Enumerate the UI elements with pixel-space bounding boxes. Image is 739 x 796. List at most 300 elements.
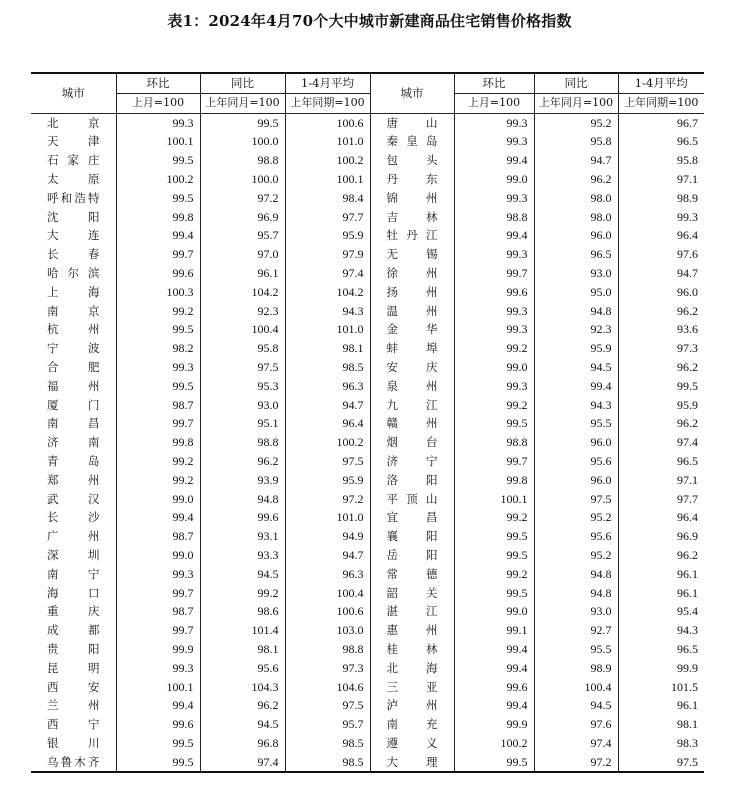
yoy-value-right: 94.5 (534, 696, 618, 715)
city-name-left: 武汉 (47, 491, 100, 506)
yoy-value-left: 97.5 (200, 358, 285, 377)
avg-value-left: 100.6 (285, 113, 370, 132)
city-name-left: 海口 (47, 585, 100, 600)
yoy-value-left: 99.6 (200, 508, 285, 527)
table-row (31, 226, 704, 245)
table-row (31, 696, 704, 715)
avg-value-right: 97.6 (618, 245, 704, 264)
avg-value-left: 98.1 (285, 339, 370, 358)
mom-value-right: 99.6 (454, 283, 534, 302)
yoy-value-right: 98.0 (534, 189, 618, 208)
avg-value-left: 95.9 (285, 226, 370, 245)
avg-value-right: 96.5 (618, 132, 704, 151)
avg-value-left: 96.4 (285, 414, 370, 433)
yoy-base-right: 上年同月=100 (534, 93, 618, 113)
mom-value-left: 99.6 (116, 715, 200, 734)
city-name-right: 牡丹江 (370, 226, 454, 245)
city-name-right: 秦皇岛 (370, 132, 454, 151)
city-name-left: 天津 (47, 134, 100, 149)
mom-value-left: 99.4 (116, 696, 200, 715)
mom-value-right: 99.0 (454, 602, 534, 621)
avg-value-right: 93.6 (618, 320, 704, 339)
mom-value-left: 99.2 (116, 452, 200, 471)
city-name-right: 惠州 (370, 621, 454, 640)
avg-base-left: 上年同期=100 (285, 93, 370, 113)
table-row (31, 170, 704, 189)
avg-value-right: 95.9 (618, 396, 704, 415)
table-row (31, 490, 704, 509)
city-name-left: 重庆 (47, 604, 100, 619)
avg-value-left: 95.9 (285, 471, 370, 490)
yoy-base-left: 上年同月=100 (200, 93, 285, 113)
table-row (31, 678, 704, 697)
avg-value-right: 96.9 (618, 527, 704, 546)
avg-value-right: 99.9 (618, 659, 704, 678)
yoy-value-left: 97.4 (200, 753, 285, 773)
yoy-value-right: 95.2 (534, 508, 618, 527)
city-name-left: 贵阳 (47, 641, 100, 656)
yoy-value-right: 95.2 (534, 546, 618, 565)
mom-value-left: 99.5 (116, 734, 200, 753)
city-header-left: 城市 (31, 73, 116, 113)
mom-value-left: 99.8 (116, 433, 200, 452)
yoy-value-right: 92.3 (534, 320, 618, 339)
city-name-right: 九江 (370, 396, 454, 415)
mom-value-left: 99.5 (116, 189, 200, 208)
yoy-value-right: 95.9 (534, 339, 618, 358)
mom-value-right: 99.3 (454, 320, 534, 339)
mom-value-right: 99.0 (454, 170, 534, 189)
city-name-right: 泉州 (370, 377, 454, 396)
mom-value-left: 99.0 (116, 546, 200, 565)
mom-value-left: 99.2 (116, 302, 200, 321)
city-name-left: 沈阳 (47, 209, 100, 224)
avg-value-right: 99.5 (618, 377, 704, 396)
mom-value-right: 98.8 (454, 433, 534, 452)
avg-value-left: 100.4 (285, 584, 370, 603)
yoy-value-left: 95.7 (200, 226, 285, 245)
mom-value-right: 99.7 (454, 264, 534, 283)
yoy-value-right: 97.2 (534, 753, 618, 773)
avg-value-left: 97.4 (285, 264, 370, 283)
avg-header-right: 1-4月平均 (618, 73, 704, 93)
avg-value-right: 101.5 (618, 678, 704, 697)
city-name-right: 平顶山 (370, 490, 454, 509)
yoy-value-right: 92.7 (534, 621, 618, 640)
avg-value-right: 97.5 (618, 753, 704, 773)
city-name-left: 石家庄 (47, 153, 100, 168)
city-name-left: 上海 (47, 284, 100, 299)
table-row (31, 584, 704, 603)
city-name-left: 宁波 (47, 341, 100, 356)
mom-value-right: 99.5 (454, 584, 534, 603)
avg-value-right: 96.2 (618, 358, 704, 377)
mom-value-left: 99.9 (116, 640, 200, 659)
table-row (31, 715, 704, 734)
yoy-value-left: 98.6 (200, 602, 285, 621)
avg-base-right: 上年同期=100 (618, 93, 704, 113)
mom-value-left: 100.3 (116, 283, 200, 302)
yoy-value-left: 96.1 (200, 264, 285, 283)
city-name-right: 蚌埠 (370, 339, 454, 358)
avg-value-left: 101.0 (285, 132, 370, 151)
mom-value-left: 99.0 (116, 490, 200, 509)
yoy-value-right: 95.6 (534, 452, 618, 471)
yoy-value-left: 98.8 (200, 433, 285, 452)
yoy-value-left: 93.3 (200, 546, 285, 565)
mom-value-left: 99.3 (116, 113, 200, 132)
avg-value-right: 96.4 (618, 508, 704, 527)
table-row (31, 151, 704, 170)
table-row (31, 659, 704, 678)
avg-header-left: 1-4月平均 (285, 73, 370, 93)
avg-value-right: 94.3 (618, 621, 704, 640)
mom-value-left: 100.1 (116, 678, 200, 697)
city-name-left: 青岛 (47, 453, 100, 468)
yoy-value-left: 93.1 (200, 527, 285, 546)
city-name-right: 湛江 (370, 602, 454, 621)
yoy-value-right: 99.4 (534, 377, 618, 396)
mom-value-right: 99.3 (454, 245, 534, 264)
city-name-right: 烟台 (370, 433, 454, 452)
city-name-right: 桂林 (370, 640, 454, 659)
mom-value-right: 99.5 (454, 414, 534, 433)
table-row (31, 414, 704, 433)
mom-value-right: 99.5 (454, 753, 534, 773)
avg-value-right: 96.2 (618, 302, 704, 321)
avg-value-left: 103.0 (285, 621, 370, 640)
city-name-right: 锦州 (370, 189, 454, 208)
mom-value-right: 100.2 (454, 734, 534, 753)
mom-value-right: 99.2 (454, 396, 534, 415)
city-name-left: 呼和浩特 (47, 190, 100, 205)
yoy-value-left: 98.1 (200, 640, 285, 659)
avg-value-left: 98.5 (285, 358, 370, 377)
yoy-value-right: 94.5 (534, 358, 618, 377)
avg-value-left: 94.9 (285, 527, 370, 546)
yoy-value-left: 104.3 (200, 678, 285, 697)
avg-value-left: 104.6 (285, 678, 370, 697)
yoy-value-right: 96.0 (534, 471, 618, 490)
mom-value-right: 99.3 (454, 189, 534, 208)
mom-value-left: 99.5 (116, 320, 200, 339)
city-name-right: 宜昌 (370, 508, 454, 527)
yoy-value-left: 93.0 (200, 396, 285, 415)
yoy-value-right: 94.7 (534, 151, 618, 170)
yoy-value-left: 100.4 (200, 320, 285, 339)
table-row (31, 621, 704, 640)
yoy-value-left: 101.4 (200, 621, 285, 640)
city-name-left: 杭州 (47, 322, 100, 337)
yoy-value-left: 94.8 (200, 490, 285, 509)
city-name-right: 泸州 (370, 696, 454, 715)
avg-value-left: 98.4 (285, 189, 370, 208)
yoy-value-left: 95.8 (200, 339, 285, 358)
city-name-left: 兰州 (47, 698, 100, 713)
city-name-right: 遵义 (370, 734, 454, 753)
table-row (31, 546, 704, 565)
avg-value-right: 96.0 (618, 283, 704, 302)
yoy-value-left: 96.9 (200, 208, 285, 227)
table-row (31, 189, 704, 208)
city-name-right: 丹东 (370, 170, 454, 189)
table-row (31, 264, 704, 283)
city-name-left: 长沙 (47, 510, 100, 525)
table-row (31, 302, 704, 321)
mom-value-right: 99.2 (454, 339, 534, 358)
avg-value-left: 101.0 (285, 508, 370, 527)
city-name-right: 安庆 (370, 358, 454, 377)
table-row (31, 283, 704, 302)
city-name-left: 西安 (47, 679, 100, 694)
city-name-right: 赣州 (370, 414, 454, 433)
yoy-value-left: 96.2 (200, 452, 285, 471)
mom-base-left: 上月=100 (116, 93, 200, 113)
mom-value-left: 98.2 (116, 339, 200, 358)
city-name-right: 金华 (370, 320, 454, 339)
city-name-left: 大连 (47, 228, 100, 243)
avg-value-left: 95.7 (285, 715, 370, 734)
city-name-right: 韶关 (370, 584, 454, 603)
table-row (31, 320, 704, 339)
avg-value-right: 97.4 (618, 433, 704, 452)
yoy-value-left: 100.0 (200, 170, 285, 189)
avg-value-left: 97.5 (285, 452, 370, 471)
yoy-value-right: 97.5 (534, 490, 618, 509)
mom-value-left: 99.4 (116, 226, 200, 245)
mom-value-right: 99.5 (454, 546, 534, 565)
table-row (31, 753, 704, 773)
mom-value-right: 99.5 (454, 527, 534, 546)
avg-value-right: 96.7 (618, 113, 704, 132)
table-row (31, 734, 704, 753)
table-row (31, 452, 704, 471)
mom-value-right: 99.2 (454, 508, 534, 527)
avg-value-left: 98.5 (285, 734, 370, 753)
city-name-left: 北京 (47, 115, 100, 130)
avg-value-right: 97.7 (618, 490, 704, 509)
avg-value-left: 100.6 (285, 602, 370, 621)
avg-value-left: 98.5 (285, 753, 370, 773)
city-name-right: 济宁 (370, 452, 454, 471)
yoy-value-right: 98.0 (534, 208, 618, 227)
city-name-right: 温州 (370, 302, 454, 321)
table-row (31, 208, 704, 227)
avg-value-right: 98.9 (618, 189, 704, 208)
avg-value-right: 99.3 (618, 208, 704, 227)
city-name-right: 包头 (370, 151, 454, 170)
mom-value-right: 99.8 (454, 471, 534, 490)
yoy-value-left: 95.1 (200, 414, 285, 433)
mom-value-right: 99.4 (454, 659, 534, 678)
yoy-value-right: 94.3 (534, 396, 618, 415)
city-name-left: 南宁 (47, 566, 100, 581)
mom-value-left: 99.3 (116, 565, 200, 584)
yoy-value-left: 93.9 (200, 471, 285, 490)
city-name-left: 合肥 (47, 359, 100, 374)
yoy-value-right: 93.0 (534, 602, 618, 621)
city-name-left: 深圳 (47, 547, 100, 562)
table-row (31, 565, 704, 584)
mom-value-right: 99.2 (454, 565, 534, 584)
avg-value-left: 97.5 (285, 696, 370, 715)
city-name-left: 济南 (47, 435, 100, 450)
avg-value-left: 94.3 (285, 302, 370, 321)
avg-value-left: 97.9 (285, 245, 370, 264)
avg-value-right: 96.4 (618, 226, 704, 245)
city-name-left: 南昌 (47, 416, 100, 431)
mom-value-left: 99.3 (116, 358, 200, 377)
yoy-value-left: 99.2 (200, 584, 285, 603)
avg-value-left: 100.2 (285, 151, 370, 170)
avg-value-right: 97.1 (618, 170, 704, 189)
yoy-header-right: 同比 (534, 73, 618, 93)
yoy-value-right: 98.9 (534, 659, 618, 678)
mom-value-right: 99.6 (454, 678, 534, 697)
avg-value-left: 101.0 (285, 320, 370, 339)
avg-value-right: 96.2 (618, 546, 704, 565)
avg-value-right: 96.2 (618, 414, 704, 433)
city-name-left: 长春 (47, 247, 100, 262)
city-name-left: 福州 (47, 378, 100, 393)
yoy-value-right: 96.2 (534, 170, 618, 189)
city-name-right: 岳阳 (370, 546, 454, 565)
mom-value-left: 99.8 (116, 208, 200, 227)
mom-value-right: 98.8 (454, 208, 534, 227)
table-row (31, 245, 704, 264)
mom-value-left: 98.7 (116, 527, 200, 546)
mom-value-left: 99.3 (116, 659, 200, 678)
avg-value-right: 96.5 (618, 452, 704, 471)
mom-value-right: 99.4 (454, 151, 534, 170)
yoy-value-left: 92.3 (200, 302, 285, 321)
mom-value-right: 99.4 (454, 640, 534, 659)
yoy-value-left: 98.8 (200, 151, 285, 170)
mom-value-left: 99.4 (116, 508, 200, 527)
avg-value-left: 97.3 (285, 659, 370, 678)
city-name-right: 襄阳 (370, 527, 454, 546)
avg-value-right: 96.1 (618, 584, 704, 603)
city-name-right: 洛阳 (370, 471, 454, 490)
city-name-right: 徐州 (370, 264, 454, 283)
city-name-left: 广州 (47, 529, 100, 544)
yoy-value-right: 95.8 (534, 132, 618, 151)
avg-value-right: 94.7 (618, 264, 704, 283)
avg-value-right: 95.8 (618, 151, 704, 170)
yoy-value-left: 95.3 (200, 377, 285, 396)
avg-value-left: 97.7 (285, 208, 370, 227)
yoy-value-right: 94.8 (534, 302, 618, 321)
yoy-value-right: 97.6 (534, 715, 618, 734)
mom-value-right: 99.3 (454, 132, 534, 151)
avg-value-right: 96.1 (618, 565, 704, 584)
yoy-value-right: 94.8 (534, 565, 618, 584)
mom-value-left: 99.7 (116, 245, 200, 264)
avg-value-left: 104.2 (285, 283, 370, 302)
mom-value-right: 99.3 (454, 377, 534, 396)
city-name-left: 银川 (47, 735, 100, 750)
mom-value-right: 99.7 (454, 452, 534, 471)
mom-value-right: 99.9 (454, 715, 534, 734)
avg-value-left: 97.2 (285, 490, 370, 509)
mom-value-left: 99.2 (116, 471, 200, 490)
avg-value-left: 100.1 (285, 170, 370, 189)
table-row (31, 113, 704, 132)
yoy-value-left: 104.2 (200, 283, 285, 302)
city-name-left: 南京 (47, 303, 100, 318)
table-row (31, 602, 704, 621)
yoy-value-left: 94.5 (200, 715, 285, 734)
yoy-value-right: 95.0 (534, 283, 618, 302)
city-name-left: 厦门 (47, 397, 100, 412)
mom-value-left: 98.7 (116, 602, 200, 621)
city-name-left: 西宁 (47, 717, 100, 732)
table-row (31, 433, 704, 452)
avg-value-right: 96.1 (618, 696, 704, 715)
table-row (31, 640, 704, 659)
city-name-right: 唐山 (370, 113, 454, 132)
avg-value-left: 94.7 (285, 546, 370, 565)
table-row (31, 396, 704, 415)
city-name-right: 常德 (370, 565, 454, 584)
mom-value-left: 100.1 (116, 132, 200, 151)
mom-value-left: 99.7 (116, 584, 200, 603)
city-name-right: 三亚 (370, 678, 454, 697)
city-name-left: 乌鲁木齐 (31, 753, 116, 773)
table-body (31, 113, 704, 772)
avg-value-left: 94.7 (285, 396, 370, 415)
table-row (31, 339, 704, 358)
table-row (31, 377, 704, 396)
table-header (31, 73, 704, 113)
mom-value-right: 100.1 (454, 490, 534, 509)
yoy-value-right: 93.0 (534, 264, 618, 283)
yoy-value-left: 97.0 (200, 245, 285, 264)
yoy-header-left: 同比 (200, 73, 285, 93)
mom-value-right: 99.0 (454, 358, 534, 377)
mom-value-left: 99.7 (116, 414, 200, 433)
mom-value-left: 99.5 (116, 151, 200, 170)
table-row (31, 471, 704, 490)
city-name-left: 哈尔滨 (47, 265, 100, 280)
yoy-value-left: 94.5 (200, 565, 285, 584)
mom-base-right: 上月=100 (454, 93, 534, 113)
mom-value-right: 99.3 (454, 302, 534, 321)
yoy-value-right: 95.2 (534, 113, 618, 132)
avg-value-right: 97.3 (618, 339, 704, 358)
table-row (31, 132, 704, 151)
yoy-value-right: 94.8 (534, 584, 618, 603)
mom-value-left: 99.7 (116, 621, 200, 640)
yoy-value-right: 97.4 (534, 734, 618, 753)
city-name-left: 太原 (47, 171, 100, 186)
yoy-value-left: 96.8 (200, 734, 285, 753)
yoy-value-left: 95.6 (200, 659, 285, 678)
yoy-value-right: 96.5 (534, 245, 618, 264)
city-name-right: 大理 (370, 753, 454, 773)
avg-value-right: 98.1 (618, 715, 704, 734)
city-name-right: 吉林 (370, 208, 454, 227)
yoy-value-right: 100.4 (534, 678, 618, 697)
mom-value-right: 99.4 (454, 226, 534, 245)
avg-value-left: 98.8 (285, 640, 370, 659)
table-row (31, 358, 704, 377)
mom-value-left: 98.7 (116, 396, 200, 415)
mom-value-left: 99.6 (116, 264, 200, 283)
avg-value-right: 97.1 (618, 471, 704, 490)
yoy-value-left: 96.2 (200, 696, 285, 715)
yoy-value-left: 99.5 (200, 113, 285, 132)
